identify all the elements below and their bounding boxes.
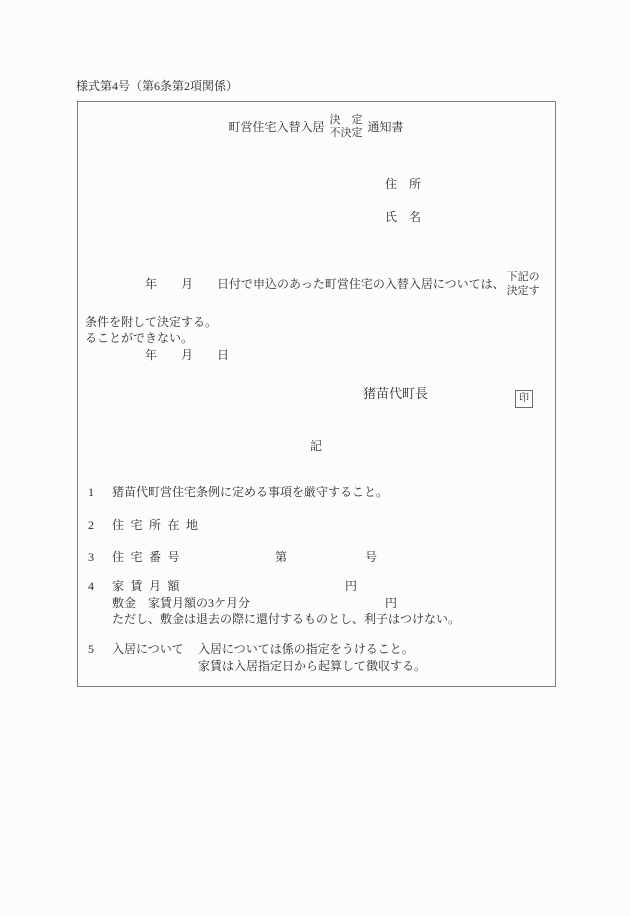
seal-mark [515, 390, 533, 408]
notice-heading: 記 [309, 439, 322, 453]
title-prefix: 町営住宅入替入居 [228, 120, 325, 134]
body-continuation-reject: ることができない。 [85, 331, 194, 345]
item2-number: 2 [88, 518, 94, 532]
item3-go: 号 [365, 550, 378, 564]
body-choice-reject: 決定す [506, 285, 540, 297]
body-choice-decide: 下記の [506, 271, 540, 283]
item5-line1: 入居については係の指定をうけること。 [198, 642, 414, 656]
form-number-label: 様式第4号（第6条第2項関係） [76, 79, 239, 93]
item5-line2: 家賃は入居指定日から起算して徴収する。 [198, 659, 427, 673]
name-label: 氏 名 [385, 210, 422, 224]
item4-note: ただし、敷金は退去の際に還付するものとし、利子はつけない。 [112, 612, 461, 626]
body-intro-line [145, 270, 540, 298]
issue-date-line: 年 月 日 [145, 348, 230, 362]
item4-yen1: 円 [345, 579, 358, 593]
item4-label: 家賃月額 [112, 579, 187, 593]
item3-number: 3 [88, 550, 94, 564]
title-choice-not-decide: 不決定 [329, 127, 363, 139]
item1-number: 1 [88, 485, 94, 499]
body-continuation-decide: 条件を附して決定する。 [85, 315, 218, 329]
item4-deposit-line: 敷金 家賃月額の3ケ月分 [112, 596, 251, 610]
document-title [77, 114, 555, 140]
item3-label: 住宅番号 [112, 550, 187, 564]
intro-text: 年 月 日付で申込のあった町営住宅の入替入居については、 [145, 277, 505, 291]
item1-text: 猪苗代町営住宅条例に定める事項を厳守すること。 [112, 485, 389, 499]
item4-number: 4 [88, 579, 94, 593]
address-label: 住 所 [385, 177, 422, 191]
item4-yen2: 円 [385, 596, 398, 610]
item5-number: 5 [88, 642, 94, 656]
item3-dai: 第 [275, 550, 288, 564]
item2-label: 住宅所在地 [112, 518, 205, 532]
mayor-signature: 猪苗代町長 [363, 386, 429, 401]
title-choice-decide: 決 定 [329, 114, 363, 126]
title-decision-choice [330, 114, 363, 140]
body-decision-choice [507, 270, 540, 298]
item5-label: 入居について [112, 642, 184, 656]
seal-character: 印 [519, 393, 529, 404]
title-suffix: 通知書 [367, 120, 404, 134]
